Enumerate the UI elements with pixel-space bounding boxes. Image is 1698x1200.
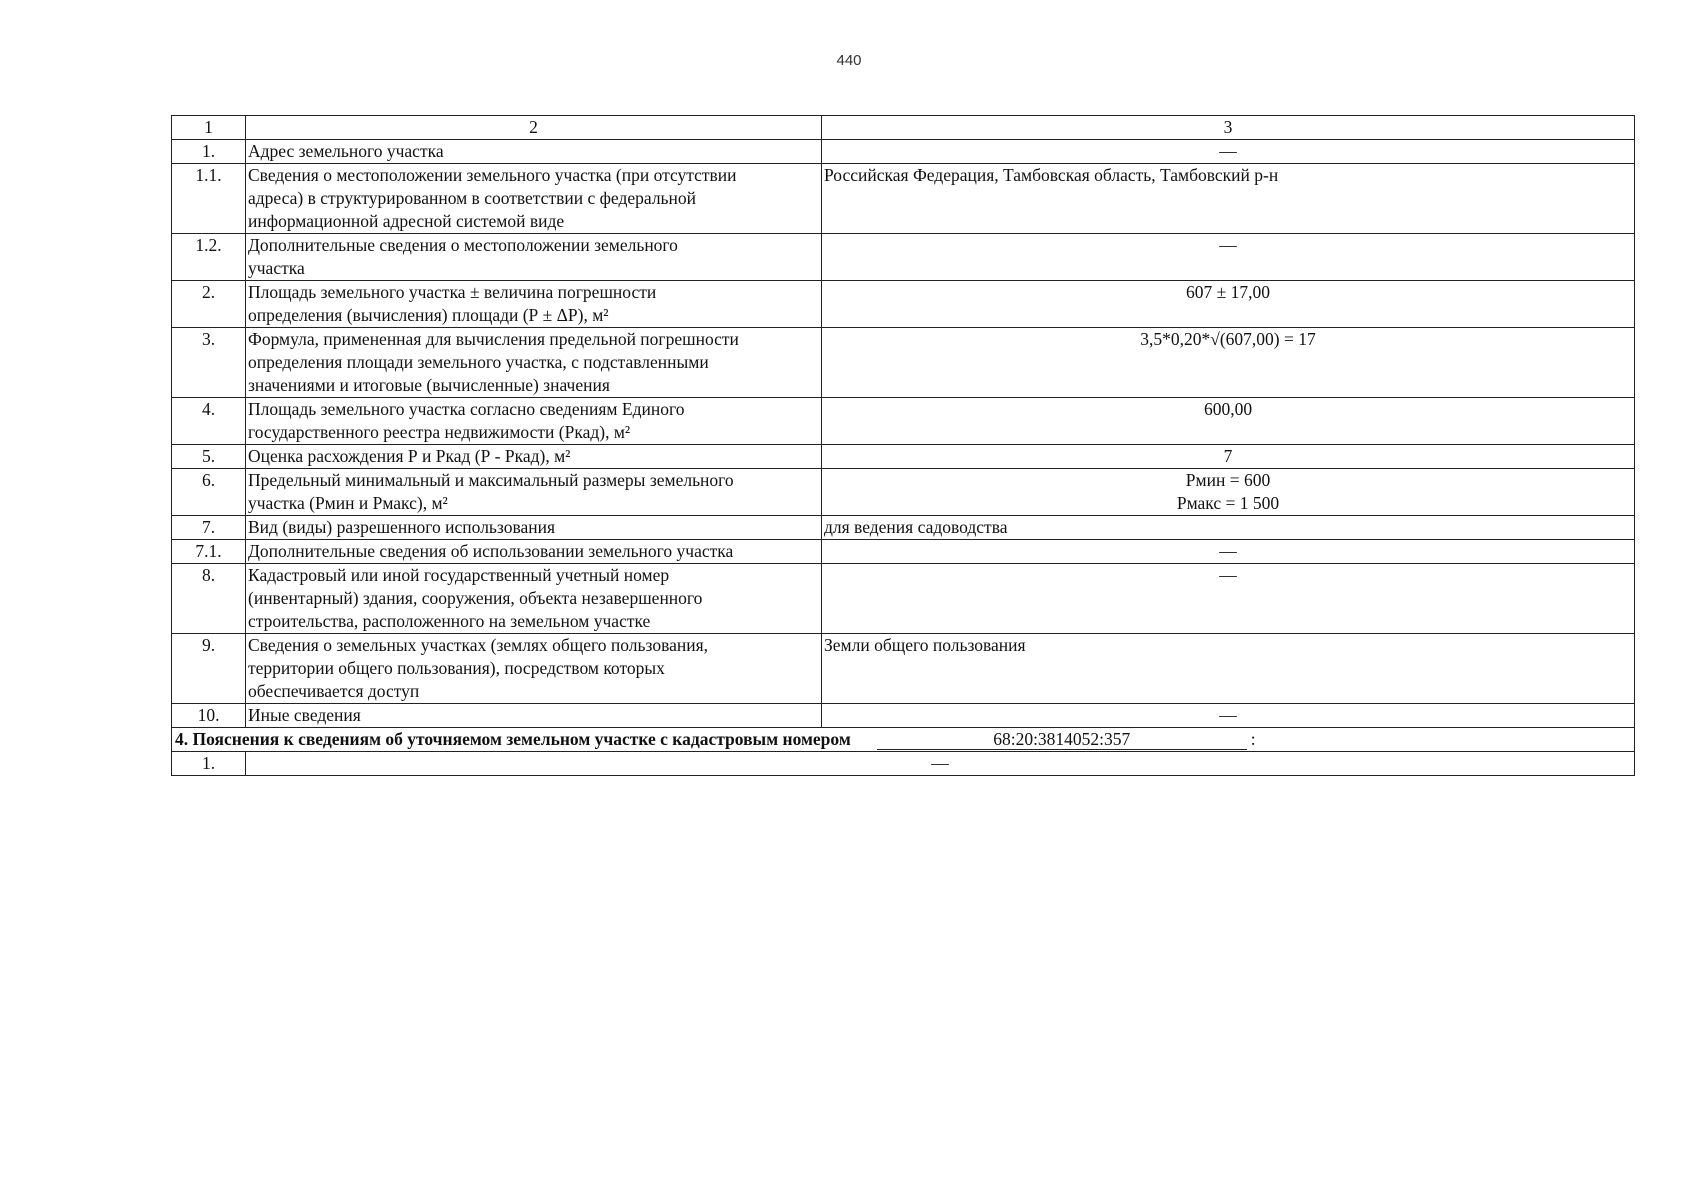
row-value-line: 600,00 — [1203, 399, 1253, 419]
table-row — [172, 281, 1635, 328]
row-value — [822, 516, 1635, 540]
row-value — [822, 469, 1635, 516]
note-text: — — [246, 752, 1635, 776]
row-label — [246, 328, 822, 398]
table-row — [172, 540, 1635, 564]
table-row — [172, 164, 1635, 234]
row-label-line: Дополнительные сведения об использовании земельного участка — [248, 541, 734, 561]
page-number: 440 — [836, 52, 862, 69]
row-number: 1.1. — [172, 164, 246, 234]
row-label-line: (инвентарный) здания, сооружения, объекта незавершенного — [248, 588, 703, 608]
row-label-line: Предельный минимальный и максимальный размеры земельного — [248, 470, 734, 490]
row-number: 6. — [172, 469, 246, 516]
table-row — [172, 564, 1635, 634]
header-col-2: 2 — [246, 116, 822, 140]
row-number: 4. — [172, 398, 246, 445]
row-value — [822, 540, 1635, 564]
section-title: 4. Пояснения к сведениям об уточняемом земельном участке с кадастровым номером — [175, 729, 851, 749]
row-label-line: Дополнительные сведения о местоположении земельного — [248, 235, 678, 255]
row-label-line: информационной адресной системой виде — [248, 211, 565, 231]
row-label — [246, 445, 822, 469]
row-label-line: территории общего пользования), посредством которых — [248, 658, 665, 678]
row-value — [822, 398, 1635, 445]
row-number: 9. — [172, 634, 246, 704]
row-label-line: определения (вычисления) площади (Р ± ΔР), м² — [248, 305, 609, 325]
row-label-line: Площадь земельного участка ± величина погрешности — [248, 282, 657, 302]
row-label — [246, 634, 822, 704]
row-value — [822, 634, 1635, 704]
row-value — [822, 140, 1635, 164]
row-number: 7.1. — [172, 540, 246, 564]
table-row — [172, 234, 1635, 281]
table-row — [172, 469, 1635, 516]
row-value-line: — — [1219, 235, 1237, 255]
row-label — [246, 704, 822, 728]
row-label-line: Сведения о местоположении земельного участка (при отсутствии — [248, 165, 737, 185]
row-value-line: — — [1219, 141, 1237, 161]
table-row — [172, 516, 1635, 540]
table-body — [172, 116, 1635, 776]
row-label-line: Площадь земельного участка согласно сведениям Единого — [248, 399, 685, 419]
row-number: 8. — [172, 564, 246, 634]
row-label-line: государственного реестра недвижимости (Ркад), м² — [248, 422, 631, 442]
row-value — [822, 281, 1635, 328]
note-number: 1. — [172, 752, 246, 776]
row-label — [246, 516, 822, 540]
row-number: 3. — [172, 328, 246, 398]
table-row — [172, 445, 1635, 469]
row-value-line: — — [1219, 705, 1237, 725]
row-label-line: Адрес земельного участка — [248, 141, 444, 161]
row-value-line: 3,5*0,20*√(607,00) = 17 — [1140, 329, 1316, 349]
header-col-3: 3 — [822, 116, 1635, 140]
row-value-line: 7 — [1223, 446, 1233, 466]
row-number: 5. — [172, 445, 246, 469]
table-row — [172, 328, 1635, 398]
row-label — [246, 140, 822, 164]
row-label — [246, 564, 822, 634]
row-number: 10. — [172, 704, 246, 728]
note-row — [172, 752, 1635, 776]
section-heading-row — [172, 728, 1635, 752]
row-number: 2. — [172, 281, 246, 328]
row-value-line: Рмакс = 1 500 — [1176, 493, 1280, 513]
row-value — [822, 234, 1635, 281]
row-value-line: для ведения садоводства — [824, 517, 1008, 537]
row-label-line: строительства, расположенного на земельном участке — [248, 611, 651, 631]
section-heading — [172, 728, 1635, 752]
row-label-line: Сведения о земельных участках (землях общего пользования, — [248, 635, 709, 655]
table-row — [172, 140, 1635, 164]
row-number: 1.2. — [172, 234, 246, 281]
table-row — [172, 634, 1635, 704]
row-value — [822, 328, 1635, 398]
row-label — [246, 281, 822, 328]
row-label-line: обеспечивается доступ — [248, 681, 420, 701]
row-number: 1. — [172, 140, 246, 164]
row-value-line: Земли общего пользования — [824, 635, 1026, 655]
row-label-line: участка — [248, 258, 305, 278]
row-value — [822, 704, 1635, 728]
row-label — [246, 469, 822, 516]
row-label-line: значениями и итоговые (вычисленные) значения — [248, 375, 610, 395]
row-value-line: — — [1219, 565, 1237, 585]
row-label-line: Кадастровый или иной государственный учетный номер — [248, 565, 670, 585]
row-value-line: Российская Федерация, Тамбовская область, Тамбовский р-н — [824, 165, 1279, 185]
row-label-line: участка (Рмин и Рмакс), м² — [248, 493, 448, 513]
row-value — [822, 445, 1635, 469]
row-label-line: Вид (виды) разрешенного использования — [248, 517, 556, 537]
row-label-line: адреса) в структурированном в соответствии с федеральной — [248, 188, 697, 208]
row-label — [246, 164, 822, 234]
cadastral-number: 68:20:3814052:357 — [877, 729, 1247, 750]
row-number: 7. — [172, 516, 246, 540]
land-plot-info-table — [171, 115, 1635, 776]
row-value-line: 607 ± 17,00 — [1186, 282, 1270, 302]
row-value — [822, 564, 1635, 634]
row-label-line: Оценка расхождения Р и Ркад (Р - Ркад), м² — [248, 446, 571, 466]
row-label-line: определения площади земельного участка, с подставленными — [248, 352, 709, 372]
row-value-line: Рмин = 600 — [1185, 470, 1271, 490]
table-row — [172, 398, 1635, 445]
row-label — [246, 234, 822, 281]
row-label — [246, 540, 822, 564]
row-value — [822, 164, 1635, 234]
table-row — [172, 704, 1635, 728]
row-label — [246, 398, 822, 445]
row-label-line: Формула, примененная для вычисления предельной погрешности — [248, 329, 739, 349]
row-value-line: — — [1219, 541, 1237, 561]
row-label-line: Иные сведения — [248, 705, 361, 725]
section-colon: : — [1250, 729, 1256, 749]
table-header-row — [172, 116, 1635, 140]
header-col-1: 1 — [172, 116, 246, 140]
